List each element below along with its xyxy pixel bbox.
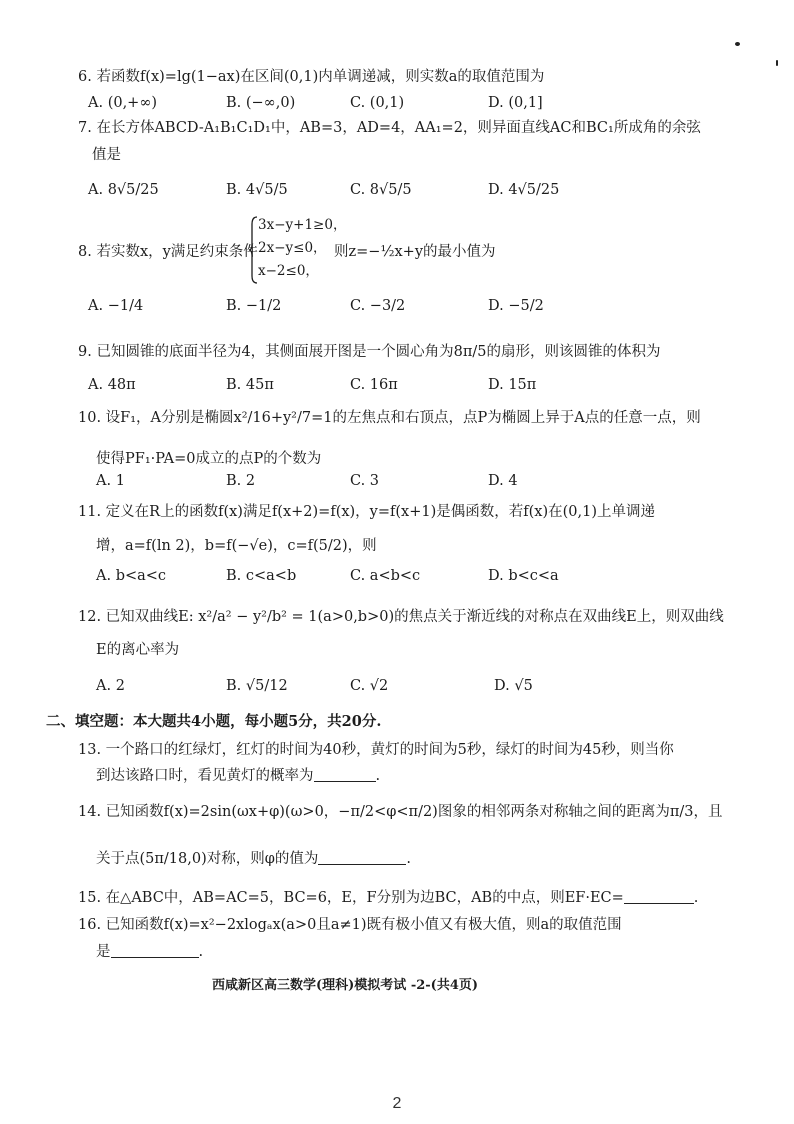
question-16-stem: 16. 已知函数f(x)=x²−2xlogₐx(a>0且a≠1)既有极小值又有极大值，则a的取值范围 (78, 917, 622, 933)
question-13-stem: 13. 一个路口的红绿灯，红灯的时间为40秒，黄灯的时间为5秒，绿灯的时间为45秒，则当你 (78, 742, 674, 758)
question-6-stem: 6. 若函数f(x)=lg(1−ax)在区间(0,1)内单调递减，则实数a的取值范围为 (78, 69, 545, 85)
question-6-options (0, 95, 794, 115)
option-b: B. c<a<b (226, 568, 297, 584)
question-12-stem-cont: E的离心率为 (96, 642, 180, 658)
option-d: D. (0,1] (488, 95, 543, 111)
answer-blank[interactable] (314, 767, 376, 782)
option-d: D. 4√5/25 (488, 182, 560, 198)
option-d: D. 15π (488, 377, 537, 393)
question-9-options (0, 377, 794, 397)
option-d: D. 4 (488, 473, 518, 489)
answer-blank[interactable] (624, 889, 694, 904)
option-a: A. 48π (88, 377, 136, 393)
question-15-text: 15. 在△ABC中，AB=AC=5，BC=6，E，F分别为边BC，AB的中点，则EF·EC= (78, 890, 624, 906)
option-b: B. 2 (226, 473, 256, 489)
option-a: A. 1 (96, 473, 125, 489)
scan-speck (735, 42, 740, 46)
question-13-text: 到达该路口时，看见黄灯的概率为 (96, 768, 314, 784)
constraint-2: 2x−y≤0， (258, 240, 327, 256)
question-10-stem-cont: 使得PF₁·PA=0成立的点P的个数为 (96, 451, 322, 467)
page-footer: 西咸新区高三数学(理科)模拟考试 -2-(共4页) (212, 978, 479, 993)
constraint-1: 3x−y+1≥0， (258, 217, 347, 233)
constraint-3: x−2≤0， (258, 263, 319, 279)
page-number: 2 (392, 1095, 402, 1112)
option-d: D. b<c<a (488, 568, 559, 584)
question-11-stem-cont: 增，a=f(ln 2)，b=f(−√e)，c=f(5/2)，则 (96, 538, 377, 554)
question-7-options (0, 182, 794, 202)
option-a: A. 2 (96, 678, 125, 694)
question-10-options (0, 473, 794, 493)
option-a: A. −1/4 (88, 298, 144, 314)
answer-blank[interactable] (318, 850, 406, 865)
question-8-stem: 8. 若实数x，y满足约束条件 (78, 244, 258, 260)
question-10-stem: 10. 设F₁，A分别是椭圆x²/16+y²/7=1的左焦点和右顶点，点P为椭圆上异于A点的任意一点，则 (78, 410, 701, 426)
question-14-text: 关于点(5π/18,0)对称，则φ的值为 (96, 851, 319, 867)
question-8-options (0, 298, 794, 318)
option-d: D. −5/2 (488, 298, 544, 314)
question-11-stem: 11. 定义在R上的函数f(x)满足f(x+2)=f(x)，y=f(x+1)是偶函数，若f(x)在(0,1)上单调递 (78, 504, 655, 520)
question-12-options (0, 678, 794, 698)
option-a: A. b<a<c (96, 568, 167, 584)
question-16-stem-cont: 是 . (96, 944, 204, 960)
answer-blank[interactable] (111, 943, 199, 958)
option-c: C. √2 (350, 678, 389, 694)
question-13-stem-cont: 到达该路口时，看见黄灯的概率为 . (96, 768, 381, 784)
scan-speck (776, 60, 778, 66)
option-d: D. √5 (494, 678, 533, 694)
option-c: C. −3/2 (350, 298, 406, 314)
question-8-objective: 则z=−½x+y的最小值为 (334, 244, 496, 260)
question-7-stem: 7. 在长方体ABCD-A₁B₁C₁D₁中，AB=3，AD=4，AA₁=2，则异面直线AC和BC₁所成角的余弦 (78, 120, 701, 136)
option-b: B. (−∞,0) (226, 95, 296, 111)
question-16-text: 是 (96, 944, 111, 960)
question-7-stem-cont: 值是 (92, 147, 121, 163)
question-14-stem-cont: 关于点(5π/18,0)对称，则φ的值为 . (96, 851, 412, 867)
option-b: B. −1/2 (226, 298, 282, 314)
option-a: A. 8√5/25 (88, 182, 159, 198)
question-9-stem: 9. 已知圆锥的底面半径为4，其侧面展开图是一个圆心角为8π/5的扇形，则该圆锥的体积为 (78, 344, 661, 360)
option-b: B. 45π (226, 377, 274, 393)
question-12-stem: 12. 已知双曲线E: x²/a² − y²/b² = 1(a>0,b>0)的焦点关于渐近线的对称点在双曲线E上，则双曲线 (78, 609, 724, 625)
option-b: B. 4√5/5 (226, 182, 288, 198)
option-b: B. √5/12 (226, 678, 288, 694)
option-c: C. a<b<c (350, 568, 421, 584)
option-c: C. 16π (350, 377, 398, 393)
section-2-heading: 二、填空题：本大题共4小题，每小题5分，共20分. (46, 713, 382, 730)
option-c: C. 8√5/5 (350, 182, 412, 198)
option-c: C. 3 (350, 473, 380, 489)
option-a: A. (0,+∞) (88, 95, 158, 111)
question-11-options (0, 568, 794, 588)
question-15-stem: 15. 在△ABC中，AB=AC=5，BC=6，E，F分别为边BC，AB的中点，则EF·EC= . (78, 890, 699, 906)
question-14-stem: 14. 已知函数f(x)=2sin(ωx+φ)(ω>0，−π/2<φ<π/2)图象的相邻两条对称轴之间的距离为π/3，且 (78, 804, 723, 820)
option-c: C. (0,1) (350, 95, 405, 111)
